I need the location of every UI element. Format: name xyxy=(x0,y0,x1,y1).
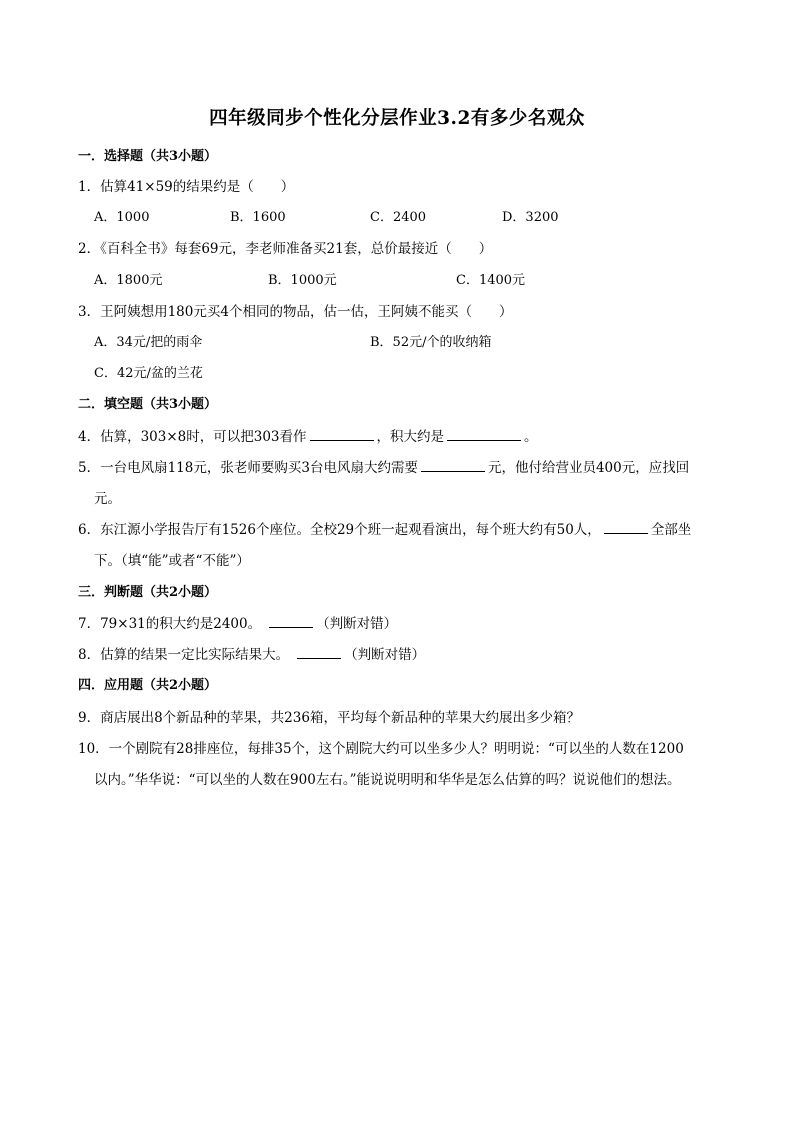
q6-text-2: 全部坐 xyxy=(650,522,692,538)
question-9: 9．商店展出8个新品种的苹果，共236箱，平均每个新品种的苹果大约展出多少箱？ xyxy=(78,710,580,726)
q5-blank-1[interactable] xyxy=(421,458,485,472)
q1-option-d: D．3200 xyxy=(502,210,559,225)
q3-option-b: B．52元/个的收纳箱 xyxy=(370,335,492,350)
section-heading-judge: 三．判断题（共2小题） xyxy=(78,585,218,600)
q6-blank[interactable] xyxy=(604,520,648,534)
question-5-line-1 xyxy=(78,456,689,476)
q5-text-1: 5．一台电风扇118元，张老师要购买3台电风扇大约需要 xyxy=(78,460,418,476)
question-10-line-1: 10．一个剧院有28排座位，每排35个，这个剧院大约可以坐多少人？明明说：“可以坐的人数在1200 xyxy=(78,741,684,757)
q8-text: 8．估算的结果一定比实际结果大。 xyxy=(78,647,290,663)
q6-text-1: 6．东江源小学报告厅有1526个座位。全校29个班一起观看演出，每个班大约有50人， xyxy=(78,522,601,538)
q1-option-c: C．2400 xyxy=(370,210,427,225)
question-10-line-2: 以内。”华华说：“可以坐的人数在900左右。”能说说明明和华华是怎么估算的吗？说说他们的想法。 xyxy=(94,772,681,788)
question-7 xyxy=(78,612,397,632)
page-title: 四年级同步个性化分层作业3.2有多少名观众 xyxy=(209,108,585,129)
section-heading-fill: 二．填空题（共3小题） xyxy=(78,397,218,412)
q1-option-b: B．1600 xyxy=(230,210,286,225)
question-8 xyxy=(78,643,425,663)
q8-blank[interactable] xyxy=(297,645,341,659)
q3-option-a: A．34元/把的雨伞 xyxy=(94,335,203,350)
q2-option-b: B．1000元 xyxy=(268,273,337,288)
q2-option-c: C．1400元 xyxy=(456,273,526,288)
q3-option-c: C．42元/盆的兰花 xyxy=(94,366,203,381)
question-1: 1．估算41×59的结果约是（ ） xyxy=(78,179,295,195)
q2-option-a: A．1800元 xyxy=(94,273,163,288)
q4-text-2: ，积大约是 xyxy=(376,429,445,445)
question-6-line-1 xyxy=(78,518,691,538)
q4-blank-2[interactable] xyxy=(447,427,521,441)
question-6-line-2: 下。（填“能”或者“不能”） xyxy=(94,553,250,569)
q7-text: 7．79×31的积大约是2400。 xyxy=(78,616,262,632)
q4-text-1: 4．估算，303×8时，可以把303看作 xyxy=(78,429,307,445)
question-4 xyxy=(78,425,538,445)
q5-text-2: 元，他付给营业员400元，应找回 xyxy=(487,460,690,476)
q4-text-3: 。 xyxy=(524,429,538,445)
q7-note: （判断对错） xyxy=(316,616,398,632)
q7-blank[interactable] xyxy=(269,614,313,628)
section-heading-choice: 一．选择题（共3小题） xyxy=(78,149,218,164)
q1-option-a: A．1000 xyxy=(94,210,150,225)
question-5-line-2: 元。 xyxy=(94,491,121,507)
section-heading-application: 四．应用题（共2小题） xyxy=(78,678,218,693)
q4-blank-1[interactable] xyxy=(310,427,374,441)
q8-note: （判断对错） xyxy=(344,647,426,663)
question-2: 2．《百科全书》每套69元，李老师准备买21套，总价最接近（ ） xyxy=(78,241,493,257)
question-3: 3．王阿姨想用180元买4个相同的物品，估一估，王阿姨不能买（ ） xyxy=(78,304,513,320)
